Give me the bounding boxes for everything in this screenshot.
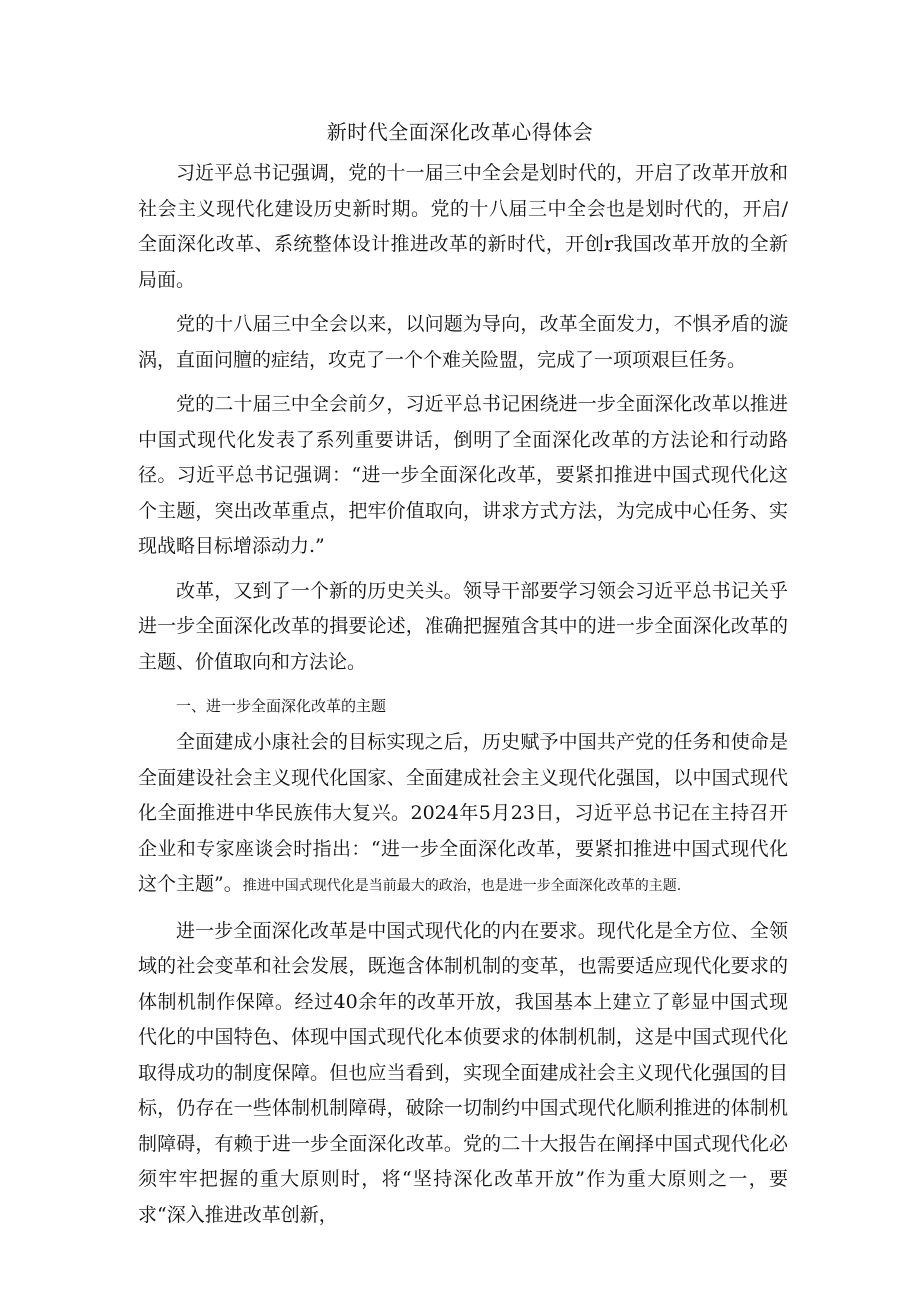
section-paragraph-2: 进一步全面深化改革是中国式现代化的内在要求。现代化是全方位、全领域的社会变革和社会发展，既迤含体制机制的变革，也需要适应现代化要求的体制机制作保障。经过40余年的改革开放，我国基本上建立了彰显中国式现代化的中国特色、体现中国式现代化本侦要求的体制机制，这是中国式现代化取得成功的制度保障。但也应当看到，实现全面建成社会主义现代化强国的目标，仍存在一些体制机制障碍，破除一切制约中国式现代化顺利推进的体制机制障碍，有赖于进一步全面深化改革。党的二十大报告在阐择中国式现代化必须牢牢把握的重大原则时，将“坚持深化改革开放”作为重大原则之一，要求“深入推进改革创新，: [138, 919, 788, 1226]
paragraph-3: 党的二十届三中全会前夕，习近平总书记困绕进一步全面深化改革以推进中国式现代化发表了系列重要讲话，倒明了全面深化改革的方法论和行动路径。习近平总书记强调：“进一步全面深化改革，要紧扣推进中国式现代化这个主题，突出改革重点，把牢价值取向，讲求方式方法，为完成中心任务、实现战略目标增添动力.”: [138, 393, 788, 557]
section-paragraph-1-text: 全面建成小康社会的目标实现之后，历史赋予中国共产党的任务和使命是全面建设社会主义现代化国家、全面建成社会主义现代化强国，以中国式现代化全面推进中华民族伟大复兴。2024年5月23日，习近平总书记在主持召开企业和专家座谈会时指出：“进一步全面深化改革，要紧扣推进中国式现代化这个主题”。: [138, 731, 788, 895]
section-paragraph-1: [138, 725, 788, 905]
paragraph-4: 改革，又到了一个新的历史关头。领导干部要学习领会习近平总书记关乎进一步全面深化改革的揖要论述，准确把握殖含其中的进一步全面深化改革的主题、价值取向和方法论。: [138, 579, 788, 673]
document-title: 新时代全面深化改革心得体会: [326, 120, 594, 144]
paragraph-1: 习近平总书记强调，党的十一届三中全会是划时代的，开启了改革开放和社会主义现代化建设历史新时期。党的十八届三中全会也是划时代的，开启/全面深化改革、系统整体设计推进改革的新时代，开创r我国改革开放的全新局面。: [138, 162, 788, 291]
section-paragraph-1-tail: 推进中国式现代化是当前最大的政治，也是进一步全面深化改革的主题.: [242, 878, 682, 894]
paragraph-2: 党的十八届三中全会以来，以问题为导向，改革全面发力，不惧矛盾的漩涡，直面问膻的症结，攻克了一个个难关险盟，完成了一项项艰巨任务。: [138, 313, 788, 371]
document-body: [138, 156, 788, 1233]
section-heading: 一、进一步全面深化改革的主题: [176, 697, 387, 715]
